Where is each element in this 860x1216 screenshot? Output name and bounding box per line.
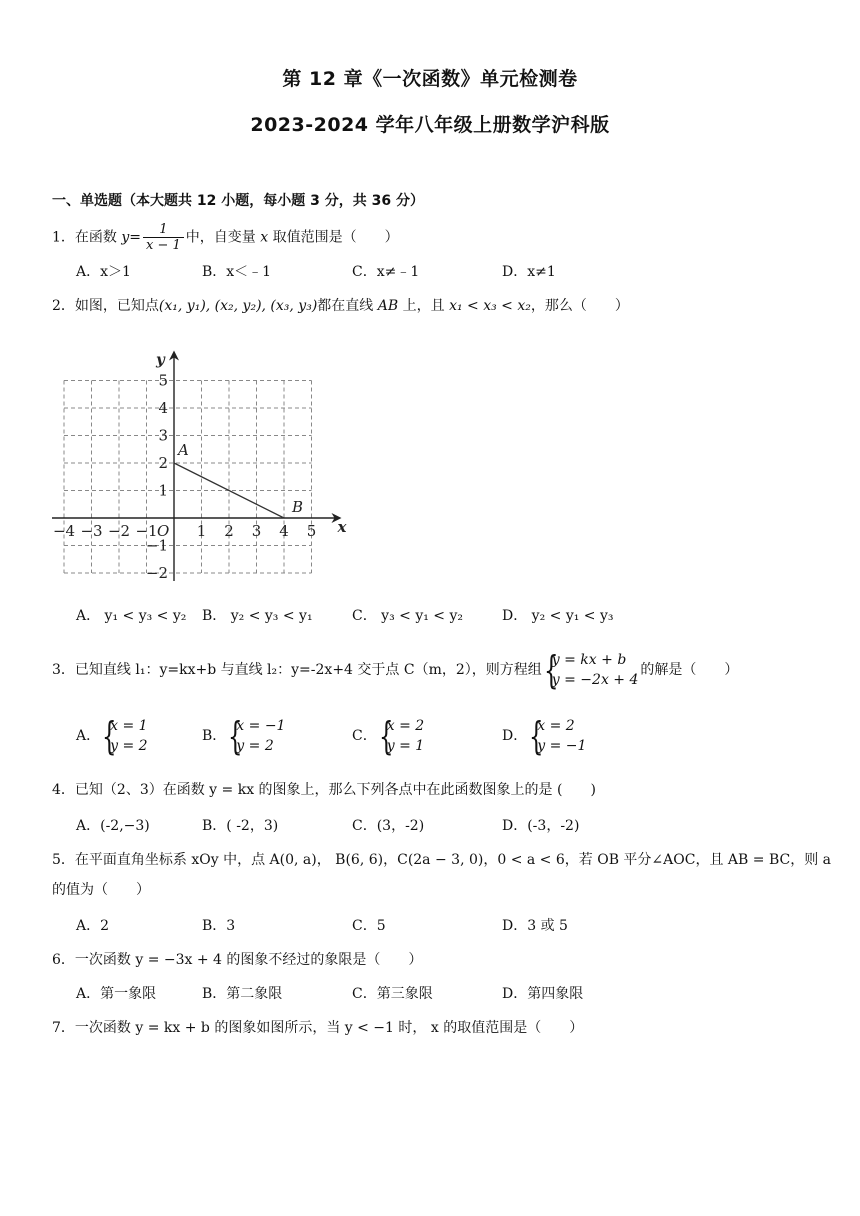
q1-option-c: C．x≠﹣1 — [352, 264, 420, 280]
q2-suffix: ，那么（ ） — [530, 298, 629, 314]
q5-option-d: D．3 或 5 — [502, 918, 568, 934]
q6-option-d: D．第四象限 — [502, 986, 584, 1002]
q1-denominator: x − 1 — [146, 238, 181, 253]
q1-option-b: B．x＜﹣1 — [202, 264, 272, 280]
q3-option-c-system: { x = 2 y = 1 — [378, 714, 425, 758]
q2-prefix: 2．如图，已知点 — [52, 298, 159, 314]
q5-option-b: B．3 — [202, 918, 236, 934]
q2-option-a: A． y₁ < y₃ < y₂ — [76, 608, 187, 624]
origin-label: O — [157, 522, 170, 540]
section-heading: 一、单选题（本大题共 12 小题，每小题 3 分，共 36 分） — [52, 193, 424, 209]
q1-prefix: 1．在函数 — [52, 229, 122, 246]
q3-option-d-letter: D． — [502, 728, 528, 744]
q3-option-b-system: { x = −1 y = 2 — [228, 714, 286, 758]
y-tick-label: 1 — [158, 481, 168, 500]
y-tick-label: −2 — [145, 564, 168, 582]
q3-option-a — [76, 716, 150, 756]
question-6: 6．一次函数 y = −3x + 4 的图象不经过的象限是（ ） — [52, 952, 423, 968]
question-3 — [52, 650, 738, 690]
q3-option-d-system: { x = 2 y = −1 — [529, 714, 587, 758]
q3-option-b-letter: B． — [202, 728, 227, 744]
document-title: 第 12 章《一次函数》单元检测卷 — [282, 68, 578, 90]
q2-option-c: C． y₃ < y₁ < y₂ — [352, 608, 463, 624]
x-tick-label: 2 — [224, 522, 234, 540]
q4-option-d: D．(-3，-2) — [502, 818, 580, 834]
q2-points: (x₁, y₁), (x₂, y₂), (x₃, y₃) — [158, 298, 318, 314]
q1-func: y — [121, 229, 130, 246]
tick-labels — [53, 372, 316, 583]
x-tick-label: −1 — [135, 522, 158, 540]
x-tick-label: −3 — [80, 522, 103, 540]
document-subtitle: 2023-2024 学年八年级上册数学沪科版 — [250, 114, 610, 136]
q6-option-b: B．第二象限 — [202, 986, 283, 1002]
q3-c-row-2: y = 1 — [386, 738, 425, 754]
q2-option-d: D． y₂ < y₁ < y₃ — [502, 608, 614, 624]
x-tick-label: −2 — [107, 522, 131, 540]
q2-condition: x₁ < x₃ < x₂ — [449, 298, 531, 314]
q2-line-name: AB — [377, 298, 399, 314]
q3-system-row-1: y = kx + b — [551, 652, 627, 668]
q3-d-row-2: y = −1 — [537, 738, 587, 754]
point-a-label: A — [178, 441, 189, 459]
q6-option-c: C．第三象限 — [352, 986, 433, 1002]
q1-eq: = — [129, 229, 142, 246]
q3-option-a-system: { x = 1 y = 2 — [102, 714, 148, 758]
q5-option-a: A．2 — [76, 918, 110, 934]
q3-b-row-1: x = −1 — [236, 718, 286, 734]
q3-option-c — [352, 716, 426, 756]
q3-b-row-2: y = 2 — [236, 738, 274, 754]
q3-text: 3．已知直线 l₁：y=kx+b 与直线 l₂：y=-2x+4 交于点 C（m，2），则方程组 — [52, 662, 542, 678]
y-tick-label: −1 — [145, 536, 168, 555]
q3-equation-system: { y = kx + b y = −2x + 4 — [543, 648, 639, 692]
q1-fraction — [143, 222, 184, 253]
q1-suffix: 中，自变量 — [185, 229, 261, 246]
q1-option-a: A．x＞1 — [76, 264, 131, 280]
question-2 — [52, 296, 629, 316]
question-1 — [52, 222, 399, 253]
x-tick-label: −4 — [52, 522, 76, 540]
q3-a-row-2: y = 2 — [110, 738, 148, 754]
question-5-line-1: 5．在平面直角坐标系 xOy 中，点 A(0, a)， B(6, 6)，C(2a − 3, 0)，0 < a < 6，若 OB 平分∠AOC，且 AB = BC，则 a — [52, 852, 831, 868]
q4-option-a: A．(-2,−3) — [76, 818, 150, 834]
q2-option-b: B． y₂ < y₃ < y₁ — [202, 608, 313, 624]
q4-option-b: B．( -2，3) — [202, 818, 279, 834]
y-axis-label: y — [156, 350, 165, 369]
q6-option-a: A．第一象限 — [76, 986, 157, 1002]
q1-numerator: 1 — [143, 222, 184, 238]
grid — [64, 381, 312, 574]
axes — [52, 350, 340, 582]
y-tick-label: 2 — [158, 454, 168, 472]
q3-option-d — [502, 716, 588, 756]
question-4: 4．已知（2、3）在函数 y = kx 的图象上，那么下列各点中在此函数图象上的是 ( ) — [52, 782, 596, 798]
q5-option-c: C．5 — [352, 918, 386, 934]
x-tick-label: 4 — [279, 522, 289, 540]
q2-mid: 都在直线 — [317, 298, 378, 314]
x-tick-label: 1 — [196, 522, 207, 540]
x-tick-label: 5 — [306, 522, 317, 540]
q3-d-row-1: x = 2 — [537, 718, 575, 734]
q3-option-c-letter: C． — [352, 728, 377, 744]
question-5-line-2: 的值为（ ） — [52, 882, 150, 898]
q3-option-a-letter: A． — [76, 728, 101, 744]
q3-a-row-1: x = 1 — [110, 718, 148, 734]
q1-suffix2: 取值范围是（ ） — [268, 229, 399, 246]
x-tick-label: 3 — [251, 522, 262, 540]
q4-option-c: C．(3，-2) — [352, 818, 425, 834]
point-b-label: B — [292, 498, 304, 516]
q3-system-row-2: y = −2x + 4 — [551, 672, 639, 688]
coordinate-graph — [52, 336, 362, 582]
y-tick-label: 4 — [158, 399, 168, 417]
q1-option-d: D．x≠1 — [502, 264, 556, 280]
y-tick-label: 3 — [158, 426, 168, 445]
question-7: 7．一次函数 y = kx + b 的图象如图所示，当 y < −1 时， x 的取值范围是（ ） — [52, 1020, 584, 1036]
q2-mid2: 上，且 — [398, 298, 450, 314]
q1-var: x — [260, 229, 269, 246]
y-tick-label: 5 — [158, 371, 168, 390]
x-axis-label: x — [337, 518, 347, 536]
q3-c-row-1: x = 2 — [386, 718, 425, 734]
q3-suffix: 的解是（ ） — [640, 662, 739, 678]
q3-option-b — [202, 716, 287, 756]
